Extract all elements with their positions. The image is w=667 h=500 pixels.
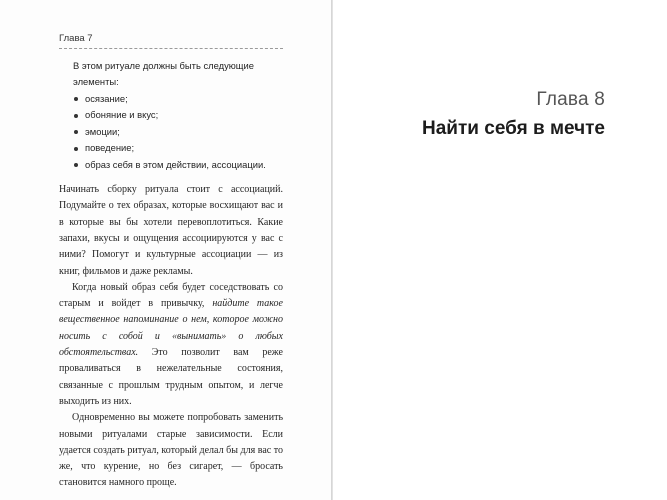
paragraph-associations: Начинать сборку ритуала стоит с ассоциаций. Подумайте о тех образах, которые восхищают вас и в которые вы бы хотели перевоплотиться. Какие запахи, вкусы и ощущения ассоциируются у вас с ними? Помогут и культурные ассоциации — из книг, фильмов и даже рекламы. [59,184,283,277]
list-item [73,124,283,141]
emphasis-text: найдите такое вещественное напоминание о нем, которое можно носить с собой и «вынимать» о любых обстоятельствах. [59,298,283,359]
list-item-text: эмоции; [85,125,120,137]
right-page [333,0,667,500]
spacer [59,173,283,182]
list-item-text: осязание; [85,92,128,104]
bullet-icon [74,163,78,167]
paragraph-text: Это позволит вам реже проваливаться в нежелательные состояния, связанные с прошлым трудным опытом, и легче выходить из них. [59,347,283,407]
list-item-text: обоняние и вкус; [85,109,159,121]
list-item [73,140,283,157]
left-page-body [59,58,283,492]
intro-text: В этом ритуале должны быть следующие элементы: [73,60,254,88]
running-head: Глава 7 [59,33,93,44]
bullet-icon [74,130,78,134]
chapter-number: Глава 8 [536,89,605,110]
list-item-text: образ себя в этом действии, ассоциации. [85,158,266,170]
elements-list [59,91,283,174]
list-item [73,91,283,108]
paragraph-new-image [59,280,283,410]
list-item-text: поведение; [85,142,135,154]
bullet-icon [74,147,78,151]
left-page [0,0,331,500]
header-divider [59,48,283,49]
bullet-icon [74,97,78,101]
paragraph-replace-habits: Одновременно вы можете попробовать заменить новыми ритуалами старые зависимости. Если удается создать ритуал, который делал бы для вас то же, что курение, но без сигарет, — бросать становится намного проще. [59,412,283,489]
bullet-icon [74,114,78,118]
list-item [73,157,283,174]
paragraph-text: Когда новый образ себя будет соседствовать со старым и войдет в привычку, [59,281,283,310]
list-item [73,107,283,124]
chapter-title: Найти себя в мечте [422,118,605,139]
